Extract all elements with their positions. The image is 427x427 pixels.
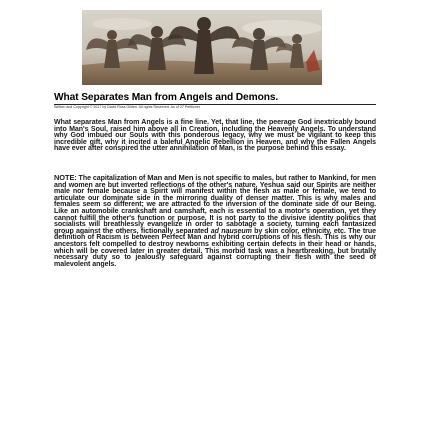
note-text-2: is not specific to males, but rather to Mankind, for men and women are but inverted reflections of the other's nature. Yeshua said our Spirits are neither male nor female because a Spirit will manifest within the flesh as male or female, we tend to articulate our dominate side in the mirroring duality of denser matter. This is why males and females seem so different; we are attracted to the inversion of the dominate side of our Being. Like an automobile crankshaft and camshaft, each is essential to a motor's operation, yet they cannot fulfill the other's function or purpose. It is not party to the divisive identity politics that socialists will breathlessly evangelize in order to sabotage a society, turning each fantasized group against the others, fictionally separated (54, 175, 377, 235)
angels-and-warriors-illustration-icon (82, 10, 322, 85)
note-text-1: : The capitalization of (74, 175, 148, 182)
paragraph-note (54, 175, 376, 268)
paragraph-intro: What separates Man from Angels is a fine line. Yet, that line, the peerage God inextricably bound into Man's Soul, raised him above all in Creation, including the Heavenly Angels. To understand why God imbued our Souls with this ponderous legacy, why we must be vigilant to keep this incredible gift, why it incited a baleful Angelic Rebellion in Heaven, and why the Fallen Angels have ever after conspired the utter annihilation of Man, is the purpose behind this essay. (54, 119, 376, 153)
note-and: and (162, 175, 179, 182)
note-label: NOTE (54, 173, 75, 182)
note-text-3: by skin color, ethnicity, etc. The true definition of Racism is between Perfect Man and hybrid corruptions of his flesh. This is why our ancestors felt compelled to destroy newborns exhibiting certain defects in their head or hands, which will be covered later in greater detail. This morbid task was a heartbreaking, but brutally necessary duty so to jealously safeguard against corrupting their flesh with the seed of malevolent angels. (54, 227, 376, 268)
term-man: Man (147, 173, 163, 182)
term-ad-nauseum: ad nauseum (210, 227, 252, 235)
term-men: Men (178, 173, 194, 182)
article-byline: Written and Copyright © 2017 by David Ross Gilden. All rights Reserved. As of 27 Petitioner (54, 105, 201, 109)
article-title: What Separates Man from Angels and Demons. (54, 92, 279, 103)
